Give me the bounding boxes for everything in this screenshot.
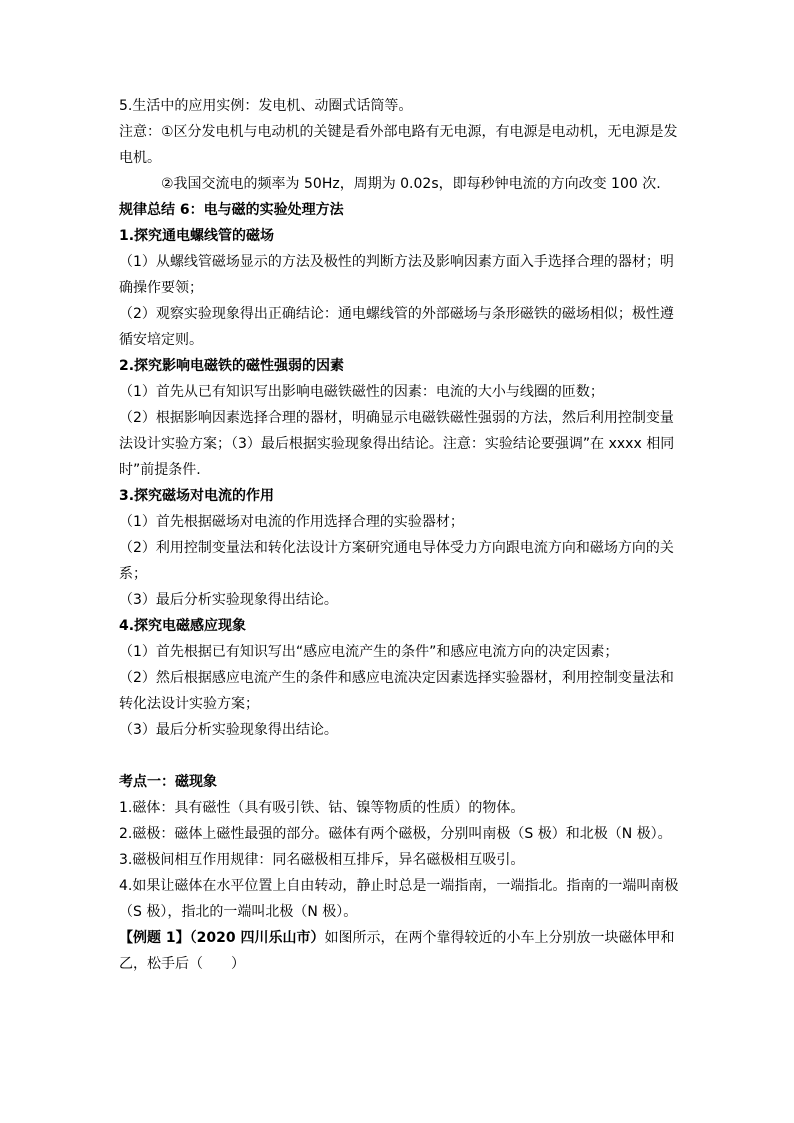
sub-heading: 4.探究电磁感应现象	[119, 618, 247, 634]
text-paragraph: （1）从螺线管磁场显示的方法及极性的判断方法及影响因素方面入手选择合理的器材；明确操作要领；	[119, 254, 674, 296]
text-paragraph: （1）首先根据磁场对电流的作用选择合理的实验器材；	[119, 514, 464, 530]
sub-heading: 3.探究磁场对电流的作用	[119, 488, 275, 504]
text-paragraph: （3）最后分析实验现象得出结论。	[119, 592, 338, 608]
text-paragraph: （3）最后分析实验现象得出结论。	[119, 722, 338, 738]
example-question	[119, 925, 679, 977]
note-paragraph: 注意：①区分发电机与电动机的关键是看外部电路有无电源，有电源是电动机，无电源是发电机。	[119, 124, 678, 166]
text-paragraph: （2）利用控制变量法和转化法设计方案研究通电导体受力方向跟电流方向和磁场方向的关系；	[119, 540, 674, 582]
text-paragraph: 2.磁极：磁体上磁性最强的部分。磁体有两个磁极，分别叫南极（S 极）和北极（N 极）。	[119, 826, 672, 842]
note-paragraph: ②我国交流电的频率为 50Hz，周期为 0.02s，即每秒钟电流的方向改变 100 次.	[161, 176, 661, 192]
section-heading: 规律总结 6：电与磁的实验处理方法	[119, 202, 344, 218]
text-paragraph: 3.磁极间相互作用规律：同名磁极相互排斥，异名磁极相互吸引。	[119, 852, 525, 868]
text-paragraph: （1）首先根据已有知识写出“感应电流产生的条件”和感应电流方向的决定因素；	[119, 644, 619, 660]
example-label: 【例题 1】（2020 四川乐山市）	[119, 930, 325, 946]
text-paragraph: 1.磁体：具有磁性（具有吸引铁、钴、镍等物质的性质）的物体。	[119, 800, 525, 816]
sub-heading: 2.探究影响电磁铁的磁性强弱的因素	[119, 358, 345, 374]
document-page	[119, 93, 679, 977]
example-text: 如图所示，在两个靠得较近的小车上分别放一块磁体甲和乙，松手后（ ）	[119, 930, 675, 972]
section-heading: 考点一：磁现象	[119, 774, 217, 790]
text-paragraph: （2）根据影响因素选择合理的器材，明确显示电磁铁磁性强弱的方法，然后利用控制变量法设计实验方案；（3）最后根据实验现象得出结论。注意：实验结论要强调”在 xxxx 相同时”前提条件.	[119, 410, 675, 478]
text-paragraph: 4.如果让磁体在水平位置上自由转动，静止时总是一端指南，一端指北。指南的一端叫南极（S 极），指北的一端叫北极（N 极）。	[119, 878, 679, 920]
text-paragraph: （1）首先从已有知识写出影响电磁铁磁性的因素：电流的大小与线圈的匝数；	[119, 384, 604, 400]
sub-heading: 1.探究通电螺线管的磁场	[119, 228, 275, 244]
text-paragraph: （2）观察实验现象得出正确结论：通电螺线管的外部磁场与条形磁铁的磁场相似；极性遵循安培定则。	[119, 306, 674, 348]
text-line: 5.生活中的应用实例：发电机、动圈式话筒等。	[119, 98, 413, 114]
blank-line	[119, 743, 679, 769]
text-paragraph: （2）然后根据感应电流产生的条件和感应电流决定因素选择实验器材，利用控制变量法和转化法设计实验方案；	[119, 670, 674, 712]
